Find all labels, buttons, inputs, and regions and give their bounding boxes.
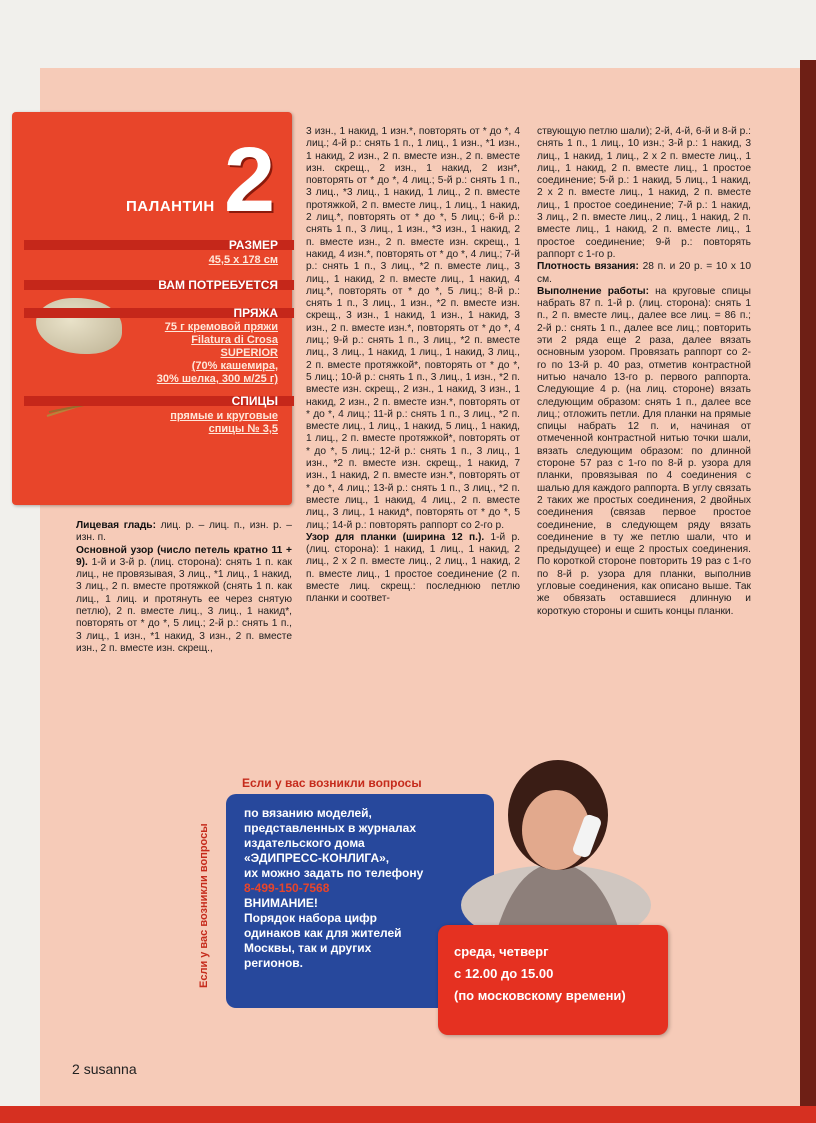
attention-title: ВНИМАНИЕ! xyxy=(244,896,318,910)
needles-line: спицы № 3,5 xyxy=(208,423,278,435)
attention-line: Порядок набора цифр xyxy=(244,911,378,925)
page-footer xyxy=(72,1061,137,1077)
yarn-photo xyxy=(36,298,122,354)
yarn-line: 30% шелка, 300 м/25 г) xyxy=(156,373,278,385)
promo-line: по вязанию моделей, xyxy=(244,806,372,820)
article-column-1: Лицевая гладь: лиц. р. – лиц. п., изн. р. – изн. п. Основной узор (число петель кратно 11 + 9). 1-й и 3-й р. (лиц. сторона): снять 1 п. как лиц., не провязывая, 3 лиц., *1 лиц., 1 накид, 3 лиц., 2 п. вместе протяжкой (снять 1 п. как лиц., 1 лиц. и протянуть ее через снятую петлю), 2 п. вместе лиц., 3 лиц., 1 накид*, повторять от * до *, 5 лиц.; 2-й р.: снять 1 п., 3 лиц., 1 изн., *1 накид, 3 изн., 2 п. вместе изн., 2 п. вместе изн. скрещ., xyxy=(76,520,292,654)
schedule-line: (по московскому времени) xyxy=(454,988,626,1003)
promo-line: представленных в журналах xyxy=(244,821,417,835)
yarn-line: 75 г кремовой пряжи xyxy=(164,321,278,333)
materials-label: ВАМ ПОТРЕБУЕТСЯ xyxy=(158,278,278,292)
yarn-label: ПРЯЖА xyxy=(233,306,278,320)
schedule-line: среда, четверг xyxy=(454,944,549,959)
needles-label: СПИЦЫ xyxy=(231,394,278,408)
schedule-box xyxy=(438,925,668,1035)
yarn-line: (70% кашемира, xyxy=(191,360,278,372)
promo-caption: Если у вас возникли вопросы xyxy=(242,776,422,790)
attention-line: регионов. xyxy=(244,956,303,970)
binding-edge xyxy=(800,60,816,1123)
pattern-number: 2 xyxy=(224,129,276,231)
attention-line: одинаков как для жителей xyxy=(244,926,402,940)
schedule-line: с 12.00 до 15.00 xyxy=(454,966,554,981)
bottom-bar xyxy=(0,1106,816,1123)
promo-line: «ЭДИПРЕСС-КОНЛИГА», xyxy=(244,851,390,865)
size-label: РАЗМЕР xyxy=(228,238,278,252)
article-column-3: ствующую петлю шали); 2-й, 4-й, 6-й и 8-й р.: снять 1 п., 1 лиц., 10 изн.; 3-й р.: 1 накид, 3 лиц., 1 накид, 1 лиц., 2 х 2 п. вместе лиц., 1 лиц., 1 накид, 2 п. вместе лиц., 1 простое соединение; 5-й р.: 1 накид, 5 лиц., 1 накид, 2 х 2 п. вместе лиц., 1 накид, 2 п. вместе лиц., 1 простое соединение; 7-й р.: 1 накид, 3 лиц., 2 п. вместе лиц., 2 лиц., 1 накид, 2 п. вместе лиц., 1 накид, 2 п. вместе лиц., 1 простое соединение; 9-й р.: повторять раппорт с 1-го р. Плотность вязания: 28 п. и 20 р. = 10 х 10 см. Выполнение работы: на круговые спицы набрать 87 п. 1-й р. (лиц. сторона): снять 1 п., 2 п. вместе лиц., далее все лиц. = 86 п.; 2-й р.: снять 1 п., далее все лиц.; повторить эти 2 ряда еще 2 раза, далее вязать основным узором. Провязать раппорт со 2-го по 13-й р. 40 раз, отметив контрастной нитью начало 13-го р. первого раппорта. Следующие 4 р. (на лиц. стороне) вязать следующим образом: снять 1 п., далее все лиц.; отложить петли. Для планки на прямые спицы набрать 12 п. и, начиная от отмеченной контрастной нитью точки шали, вязать следующим образом: по длинной стороне 57 раз с 1-го по 8-й р. узора для планки, провязывая по 4 соединения с шалью для каждого раппорта. В углу связать 2 таких же простых соединения, 2 двойных соединения (связав первое простое соединение, в следующем ряду вязать соединение в ту же петлю шали, что и предыдущее) и еще 2 простых соединения. По короткой стороне повторить 19 раз с 1-го по 8-й р. узора для планки, выполнив угловые соединения, как описано выше. Так же обвязать оставшиеся длинную и короткую стороны и сшить концы планки. xyxy=(537,126,751,617)
pattern-title: ПАЛАНТИН xyxy=(126,198,215,215)
article-column-2: 3 изн., 1 накид, 1 изн.*, повторять от * до *, 4 лиц.; 4-й р.: снять 1 п., 1 лиц., 1 изн., *1 изн., 1 накид, 2 изн., 2 п. вместе изн., 2 п. вместе изн. скрещ., 2 изн., 1 накид, 2 изн*, повторять от * до *, 4 лиц.; 5-й р.: снять 1 п., 3 лиц., *3 лиц., 1 накид, 1 лиц., 2 п. вместе протяжкой, 2 п. вместе лиц., 1 лиц., 1 накид, 2 лиц.*, повторять от * до *, 5 лиц.; 6-й р.: снять 1 п., 3 лиц., 1 изн., *3 изн., 1 накид, 2 п. вместе изн., 2 п. вместе изн. скрещ., 1 накид, 4 изн.*, повторять от * до *, 4 лиц.; 7-й р.: снять 1 п., 3 лиц., *2 п. вместе лиц., 3 лиц., 1 накид, 2 п. вместе лиц., 1 накид, 4 лиц.*, повторять от * до *, 5 лиц.; 8-й р.: снять 1 п., 3 лиц., 1 изн., *2 п. вместе изн. скрещ., 3 изн., 1 накид, 1 изн., 1 накид, 3 изн., 2 п. вместе изн.*, повторять от * до *, 4 лиц.; 9-й р.: снять 1 п., 3 лиц., *2 п. вместе лиц., 3 лиц., 1 накид, 1 лиц., 1 накид, 3 лиц., 2 п. вместе протяжкой*, повторять от * до *, 5 лиц.; 10-й р.: снять 1 п., 3 лиц., 1 изн., *2 п. вместе изн. скрещ., 2 изн., 1 накид, 3 изн., 1 накид, 2 изн., 2 п. вместе изн.*, повторять от * до *, 4 лиц.; 11-й р.: снять 1 п., 3 лиц., *2 п. вместе лиц., 1 лиц., 1 накид, 5 лиц., 1 накид, 1 лиц., 2 п. вместе протяжкой*, повторять от * до *, 5 лиц.; 12-й р.: снять 1 п., 3 лиц., 1 изн., *2 п. вместе изн. скрещ., 1 накид, 7 изн., 1 накид, 2 п. вместе изн.*, повторять от * до *, 4 лиц.; 13-й р.: снять 1 п., 3 лиц., *2 п. вместе лиц., 1 накид, 4 лиц., 2 п. вместе лиц., 3 лиц., 1 накид*, повторять от * до *, 5 лиц.; 14-й р.: повторять раппорт со 2-го р. Узор для планки (ширина 12 п.). 1-й р. (лиц. сторона): 1 накид, 1 лиц., 1 накид, 2 лиц., 2 х 2 п. вместе лиц., 2 лиц., 1 накид, 2 п. вместе лиц., 1 простое соединение (2 п. вместе лиц. скрещ.: последнюю петлю планки и соответ- xyxy=(306,126,520,605)
promo-line: их можно задать по телефону xyxy=(244,866,424,880)
woman-on-phone-photo xyxy=(458,755,654,927)
magazine-name: susanna xyxy=(83,1061,137,1077)
yarn-line: Filatura di Crosa xyxy=(191,334,278,346)
promo-line: издательского дома xyxy=(244,836,365,850)
spec-panel xyxy=(12,112,292,505)
size-value: 45,5 х 178 см xyxy=(208,254,278,266)
phone-number[interactable]: 8-499-150-7568 xyxy=(244,881,330,895)
promo-vertical-caption: Если у вас возникли вопросы xyxy=(198,823,210,989)
attention-line: Москвы, так и других xyxy=(244,941,372,955)
yarn-line: SUPERIOR xyxy=(220,347,278,359)
page-number: 2 xyxy=(72,1061,80,1077)
needles-line: прямые и круговые xyxy=(170,410,278,422)
